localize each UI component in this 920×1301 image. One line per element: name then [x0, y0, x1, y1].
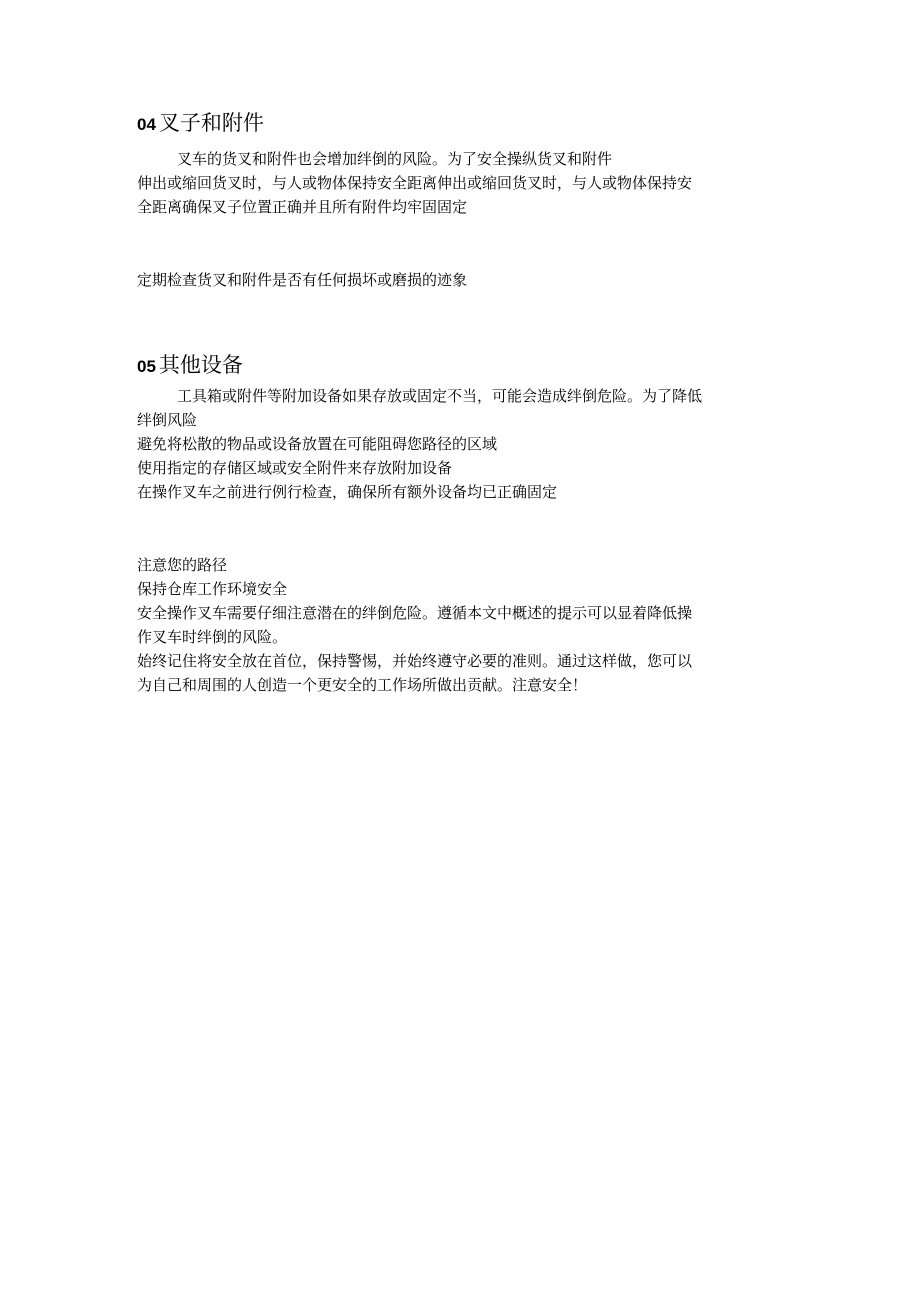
closing-line-4: 作叉车时绊倒的风险。 [137, 628, 288, 646]
section-04-line-3: 全距离确保叉子位置正确并且所有附件均牢固固定 [137, 198, 468, 216]
section-05-heading [137, 351, 243, 381]
section-04-note [137, 268, 777, 292]
section-05-paragraph [137, 384, 777, 504]
closing-line-6: 为自己和周围的人创造一个更安全的工作场所做出贡献。注意安全！ [137, 676, 588, 694]
section-05-line-1: 工具箱或附件等附加设备如果存放或固定不当，可能会造成绊倒危险。为了降低 [177, 387, 703, 405]
section-05-item-2: 使用指定的存储区域或安全附件来存放附加设备 [137, 459, 453, 477]
section-04-line-1: 叉车的货叉和附件也会增加绊倒的风险。为了安全操纵货叉和附件 [177, 150, 613, 168]
closing-line-2: 保持仓库工作环境安全 [137, 580, 288, 598]
closing-line-1: 注意您的路径 [137, 556, 228, 574]
section-05-title: 其他设备 [158, 353, 243, 377]
section-04-heading [137, 109, 264, 139]
closing-paragraph [137, 553, 777, 697]
section-04-paragraph [137, 147, 777, 219]
section-05-item-1: 避免将松散的物品或设备放置在可能阻碍您路径的区域 [137, 435, 498, 453]
section-04-line-2: 伸出或缩回货叉时，与人或物体保持安全距离伸出或缩回货叉时，与人或物体保持安 [137, 174, 693, 192]
section-04-title: 叉子和附件 [158, 111, 264, 135]
closing-line-5: 始终记住将安全放在首位，保持警惕，并始终遵守必要的准则。通过这样做，您可以 [137, 652, 693, 670]
section-04-number: 04 [137, 115, 156, 134]
closing-line-3: 安全操作叉车需要仔细注意潜在的绊倒危险。遵循本文中概述的提示可以显着降低操 [137, 604, 693, 622]
section-05-item-3: 在操作叉车之前进行例行检查，确保所有额外设备均已正确固定 [137, 483, 558, 501]
section-04-note-text: 定期检查货叉和附件是否有任何损坏或磨损的迹象 [137, 271, 468, 289]
section-05-number: 05 [137, 357, 156, 376]
section-05-line-2: 绊倒风险 [137, 411, 198, 429]
